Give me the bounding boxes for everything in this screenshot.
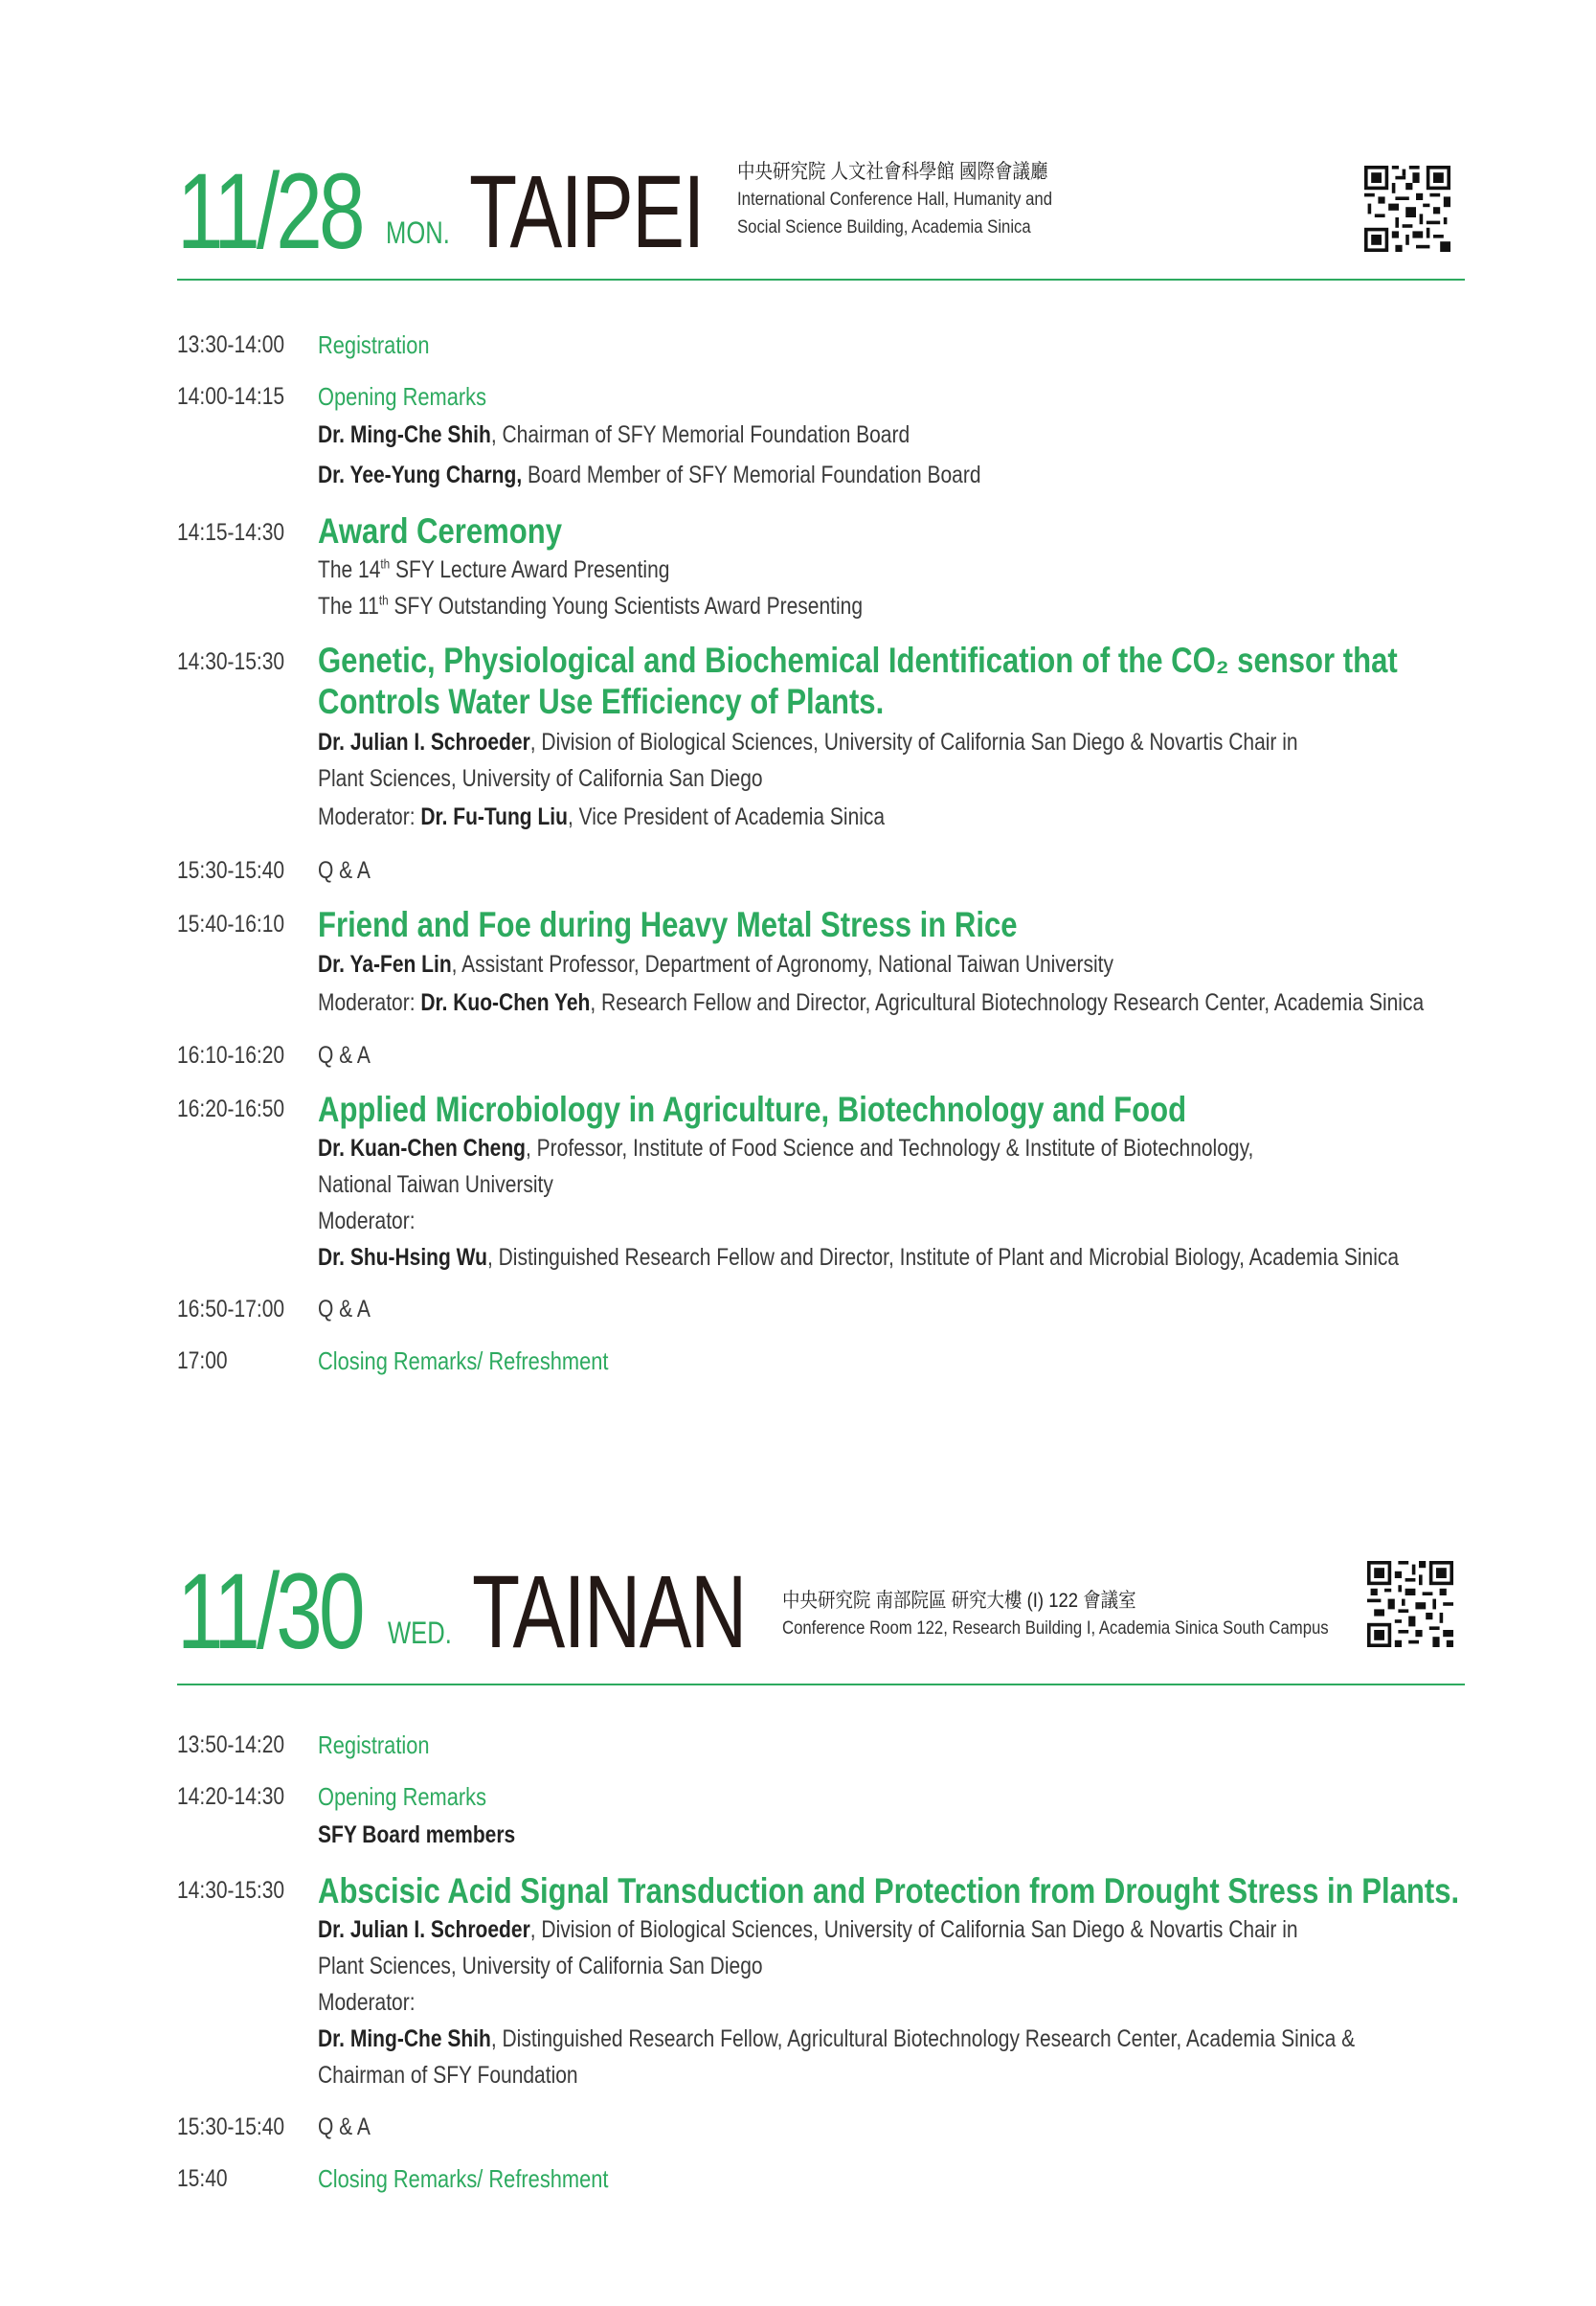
row-time: 13:30-14:00 — [177, 331, 285, 358]
speaker-line: Dr. Kuan-Chen Cheng, Professor, Institute of Food Science and Technology & Institute of Biotechnology, — [318, 1135, 1254, 1162]
venue-chinese: 中央研究院 人文社會科學館 國際會議廳 — [737, 161, 1048, 183]
header-divider — [177, 1684, 1465, 1685]
schedule-row-closing — [177, 1343, 1465, 1379]
event-venue — [782, 1587, 1329, 1642]
moderator-line: Chairman of SFY Foundation — [318, 2062, 578, 2089]
row-label: Opening Remarks — [318, 382, 487, 411]
tainan-schedule — [177, 1727, 1465, 2212]
speaker-line: Dr. Julian I. Schroeder, Division of Biological Sciences, University of California San Diego & Novartis Chair in — [318, 1916, 1298, 1943]
row-time: 15:40 — [177, 2165, 228, 2192]
speaker-name: Dr. Julian I. Schroeder — [318, 1916, 530, 1943]
schedule-row-qa — [177, 2109, 1465, 2145]
schedule-row-registration — [177, 1727, 1465, 1763]
moderator-name: Dr. Shu-Hsing Wu — [318, 1244, 487, 1271]
moderator-line: Moderator: Dr. Fu-Tung Liu, Vice President of Academia Sinica — [318, 803, 886, 830]
award-line: The 11th SFY Outstanding Young Scientists Award Presenting — [318, 592, 864, 620]
schedule-row-talk — [177, 904, 1465, 1022]
moderator-line: Moderator: Dr. Kuo-Chen Yeh, Research Fellow and Director, Agricultural Biotechnology Research Center, Academia Sinica — [318, 989, 1425, 1016]
speaker-name: Dr. Yee-Yung Charng, — [318, 462, 523, 488]
event-city: TAIPEI — [469, 153, 704, 269]
schedule-row-qa — [177, 1291, 1465, 1327]
row-time: 14:30-15:30 — [177, 1877, 285, 1904]
session-title: Applied Microbiology in Agriculture, Biotechnology and Food — [318, 1090, 1187, 1129]
speaker-role: , Chairman of SFY Memorial Foundation Board — [490, 421, 910, 448]
venue-english-line1: Conference Room 122, Research Building I, Academia Sinica South Campus — [782, 1618, 1329, 1639]
moderator-name: Dr. Ming-Che Shih — [318, 2025, 491, 2052]
speaker-line: Dr. Julian I. Schroeder, Division of Biological Sciences, University of California San Diego & Novartis Chair in — [318, 729, 1298, 756]
event-city: TAINAN — [472, 1553, 746, 1669]
row-label: Q & A — [318, 1296, 371, 1323]
venue-chinese: 中央研究院 南部院區 研究大樓 (I) 122 會議室 — [782, 1590, 1136, 1612]
event-weekday: WED. — [388, 1616, 452, 1650]
speaker-name: Dr. Kuan-Chen Cheng — [318, 1135, 527, 1162]
schedule-row-talk — [177, 1870, 1465, 2093]
session-title: Award Ceremony — [318, 511, 563, 551]
speaker-name: SFY Board members — [318, 1821, 516, 1848]
schedule-row-talk — [177, 640, 1465, 837]
moderator-name: Dr. Fu-Tung Liu — [420, 803, 568, 830]
schedule-row-qa — [177, 852, 1465, 889]
row-time: 16:10-16:20 — [177, 1042, 285, 1069]
qr-code-icon[interactable] — [1364, 166, 1450, 252]
taipei-schedule — [177, 327, 1465, 1394]
taipei-header — [177, 151, 1465, 283]
row-label: Registration — [318, 330, 430, 359]
moderator-name: Dr. Kuo-Chen Yeh — [420, 989, 591, 1016]
row-time: 15:30-15:40 — [177, 857, 285, 884]
row-label: Registration — [318, 1730, 430, 1759]
row-time: 15:40-16:10 — [177, 911, 285, 938]
moderator-label: Moderator: — [318, 1989, 416, 2016]
row-time: 14:20-14:30 — [177, 1783, 285, 1810]
moderator-label: Moderator: — [318, 1208, 416, 1234]
schedule-row-registration — [177, 327, 1465, 363]
speaker-line — [318, 455, 1460, 495]
row-time: 15:30-15:40 — [177, 2114, 285, 2140]
speaker-line: Plant Sciences, University of California San Diego — [318, 765, 763, 792]
row-label: Q & A — [318, 1042, 371, 1069]
speaker-line: Dr. Ya-Fen Lin, Assistant Professor, Department of Agronomy, National Taiwan University — [318, 951, 1114, 978]
speaker-name: Dr. Julian I. Schroeder — [318, 729, 530, 756]
moderator-line: Dr. Ming-Che Shih, Distinguished Research Fellow, Agricultural Biotechnology Research Center, Academia Sinica & — [318, 2025, 1356, 2052]
session-title: Genetic, Physiological and Biochemical Identification of the CO₂ sensor that — [318, 641, 1398, 680]
tainan-header — [177, 1551, 1465, 1683]
row-label: Opening Remarks — [318, 1782, 487, 1811]
row-label: Closing Remarks/ Refreshment — [318, 1346, 609, 1375]
moderator-line: Dr. Shu-Hsing Wu, Distinguished Research Fellow and Director, Institute of Plant and Microbial Biology, Academia Sinica — [318, 1244, 1400, 1271]
header-divider — [177, 279, 1465, 281]
venue-english-line1: International Conference Hall, Humanity and — [737, 190, 1053, 210]
schedule-row-award — [177, 510, 1465, 624]
row-time: 16:50-17:00 — [177, 1296, 285, 1323]
row-time: 17:00 — [177, 1347, 228, 1374]
venue-english-line2: Social Science Building, Academia Sinica — [737, 217, 1031, 237]
speaker-line — [318, 415, 1460, 455]
schedule-row-opening — [177, 1778, 1465, 1855]
row-label: Q & A — [318, 857, 371, 884]
row-time: 14:15-14:30 — [177, 519, 285, 546]
speaker-name: Dr. Ming-Che Shih — [318, 421, 491, 448]
session-title: Friend and Foe during Heavy Metal Stress in Rice — [318, 905, 1018, 944]
schedule-row-opening — [177, 378, 1465, 495]
row-time: 13:50-14:20 — [177, 1731, 285, 1758]
row-time: 16:20-16:50 — [177, 1096, 285, 1122]
session-title: Controls Water Use Efficiency of Plants. — [318, 682, 885, 721]
event-date: 11/30 — [177, 1551, 362, 1671]
speaker-line: National Taiwan University — [318, 1171, 553, 1198]
event-venue — [737, 158, 1052, 241]
row-time: 14:30-15:30 — [177, 648, 285, 675]
schedule-row-qa — [177, 1037, 1465, 1074]
schedule-row-closing — [177, 2160, 1465, 2197]
tainan-section — [177, 1551, 1465, 2193]
event-date: 11/28 — [177, 151, 362, 271]
qr-code-icon[interactable] — [1367, 1561, 1453, 1647]
row-time: 14:00-14:15 — [177, 383, 285, 410]
speaker-line — [318, 1815, 1460, 1855]
taipei-section — [177, 151, 1465, 1375]
schedule-row-talk — [177, 1089, 1465, 1276]
row-label: Q & A — [318, 2114, 371, 2140]
award-line: The 14th SFY Lecture Award Presenting — [318, 555, 670, 583]
speaker-name: Dr. Ya-Fen Lin — [318, 951, 452, 978]
speaker-role: Board Member of SFY Memorial Foundation Board — [522, 462, 981, 488]
event-weekday: MON. — [386, 215, 450, 250]
speaker-line: Plant Sciences, University of California San Diego — [318, 1953, 763, 1979]
session-title: Abscisic Acid Signal Transduction and Protection from Drought Stress in Plants. — [318, 1871, 1460, 1910]
row-label: Closing Remarks/ Refreshment — [318, 2164, 609, 2193]
